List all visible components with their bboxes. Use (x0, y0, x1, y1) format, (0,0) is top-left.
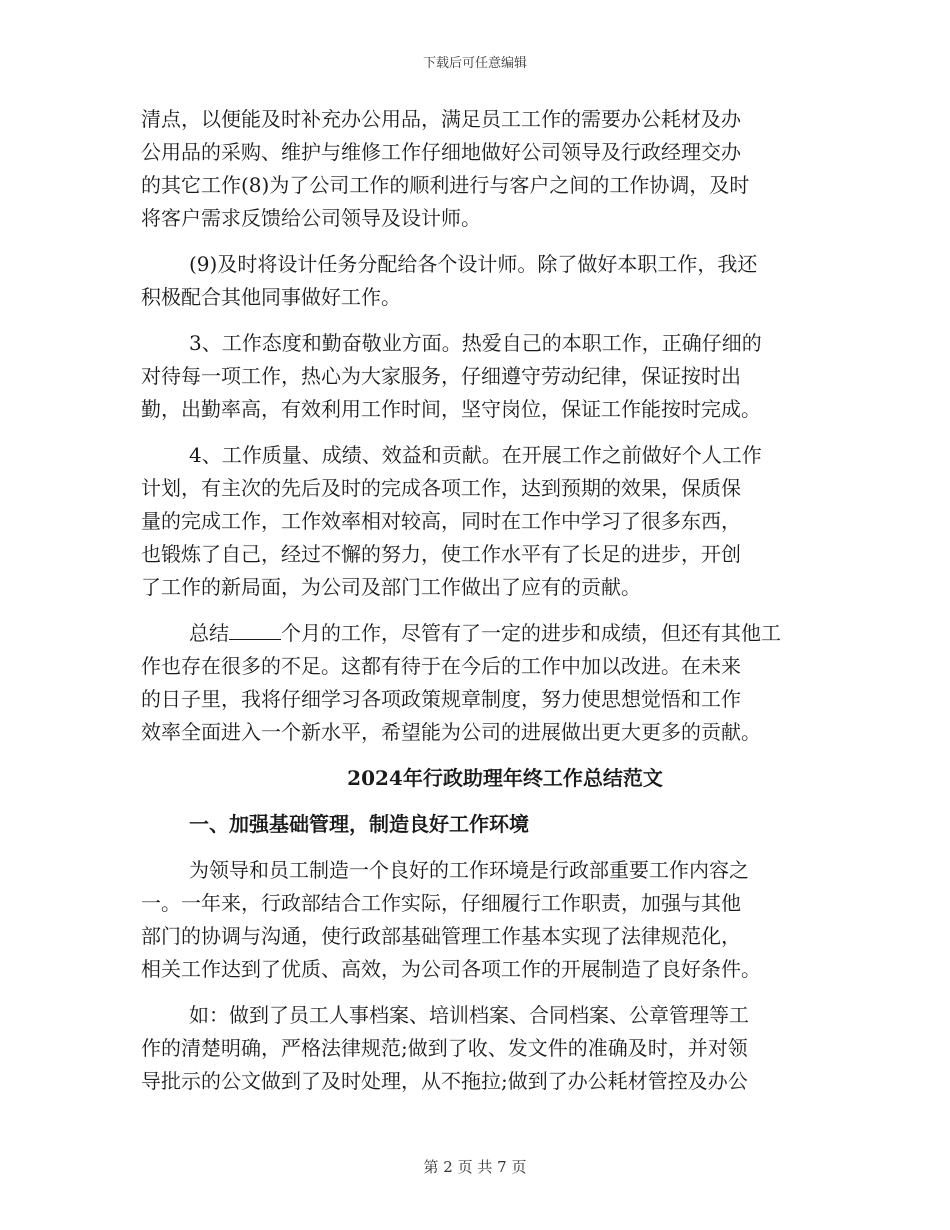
paragraph-line: 清点，以便能及时补充办公用品，满足员工工作的需要办公耗材及办 (141, 107, 741, 131)
paragraph-line: 3、工作态度和勤奋敬业方面。热爱自己的本职工作，正确仔细的 (189, 331, 762, 355)
paragraph-line: 为领导和员工制造一个良好的工作环境是行政部重要工作内容之 (189, 858, 749, 882)
section-title: 2024年行政助理年终工作总结范文 (347, 766, 663, 790)
page-header-note: 下载后可任意编辑 (422, 56, 527, 71)
document-body (141, 103, 813, 1098)
paragraph-line (141, 617, 813, 650)
page-number: 第 2 页 共 7 页 (423, 1158, 527, 1176)
paragraph-line: 的日子里，我将仔细学习各项政策规章制度，努力使思想觉悟和工作 (141, 687, 741, 711)
subheading: 一、加强基础管理，制造良好工作环境 (189, 812, 529, 836)
paragraph-line: 效率全面进入一个新水平，希望能为公司的进展做出更大更多的贡献。 (141, 720, 761, 744)
paragraph-line: 的其它工作(8)为了公司工作的顺利进行与客户之间的工作协调，及时 (141, 173, 750, 197)
paragraph-line: 勤，出勤率高，有效利用工作时间，坚守岗位，保证工作能按时完成。 (141, 397, 761, 421)
paragraph-line: 也锻炼了自己，经过不懈的努力，使工作水平有了长足的进步，开创 (141, 542, 741, 566)
paragraph-line: 将客户需求反馈给公司领导及设计师。 (141, 206, 481, 230)
paragraph-line: 4、工作质量、成绩、效益和贡献。在开展工作之前做好个人工作 (189, 443, 762, 467)
paragraph-line: 积极配合其他同事做好工作。 (141, 285, 401, 309)
paragraph-text: 个月的工作，尽管有了一定的进步和成绩，但还有其他工 (281, 621, 781, 645)
paragraph-line: 对待每一项工作，热心为大家服务，仔细遵守劳动纪律，保证按时出 (141, 364, 741, 388)
paragraph-line: 导批示的公文做到了及时处理，从不拖拉;做到了办公耗材管控及办公 (141, 1069, 748, 1093)
paragraph-line: 作的清楚明确，严格法律规范;做到了收、发文件的准确及时，并对领 (141, 1036, 748, 1060)
paragraph-line: 作也存在很多的不足。这都有待于在今后的工作中加以改进。在未来 (141, 654, 741, 678)
paragraph-line: 量的完成工作，工作效率相对较高，同时在工作中学习了很多东西， (141, 509, 741, 533)
paragraph-line: 公用品的采购、维护与维修工作仔细地做好公司领导及行政经理交办 (141, 140, 741, 164)
fill-in-blank (229, 619, 281, 640)
paragraph-text: 总结 (189, 621, 229, 645)
paragraph-line: 相关工作达到了优质、高效，为公司各项工作的开展制造了良好条件。 (141, 957, 761, 981)
paragraph-line: (9)及时将设计任务分配给各个设计师。除了做好本职工作，我还 (189, 252, 758, 276)
paragraph-line: 如：做到了员工人事档案、培训档案、合同档案、公章管理等工 (189, 1003, 749, 1027)
paragraph-line: 部门的协调与沟通，使行政部基础管理工作基本实现了法律规范化， (141, 924, 741, 948)
paragraph-line: 了工作的新局面，为公司及部门工作做出了应有的贡献。 (141, 575, 641, 599)
paragraph-line: 一。一年来，行政部结合工作实际，仔细履行工作职责，加强与其他 (141, 891, 741, 915)
paragraph-line: 计划，有主次的先后及时的完成各项工作，达到预期的效果，保质保 (141, 476, 741, 500)
